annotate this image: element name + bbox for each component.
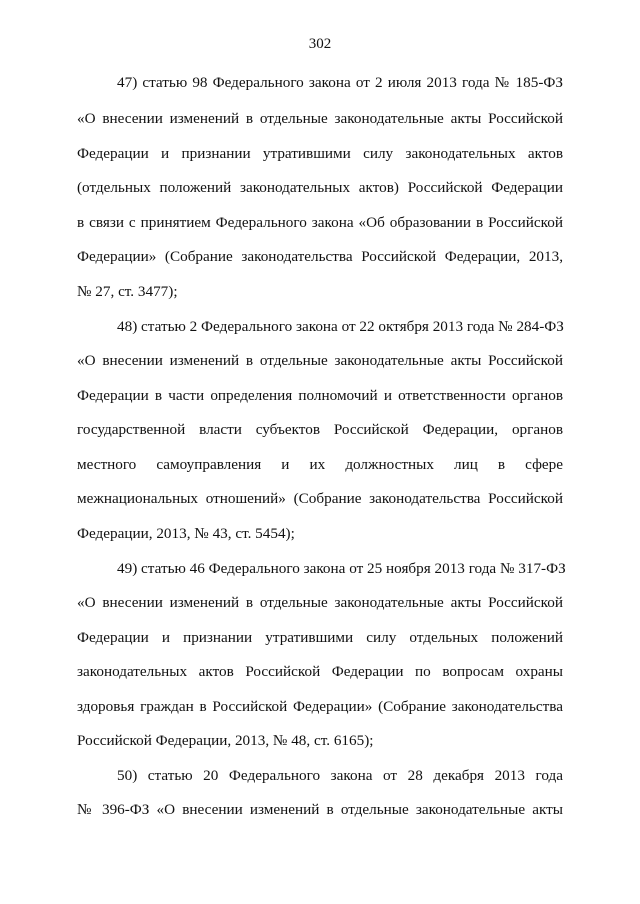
paragraph-47-line-1: 47) статью 98 Федерального закона от 2 июля 2013 года № 185-ФЗ <box>117 74 563 91</box>
paragraph-48-line-7: Федерации, 2013, № 43, ст. 5454); <box>77 525 295 542</box>
paragraph-48-line-3: Федерации в части определения полномочий и ответственности органов <box>77 387 563 404</box>
paragraph-49-line-1: 49) статью 46 Федерального закона от 25 ноября 2013 года № 317-ФЗ <box>117 560 566 577</box>
paragraph-50-line-2: № 396-ФЗ «О внесении изменений в отдельные законодательные акты <box>77 801 563 818</box>
paragraph-49-line-3: Федерации и признании утратившими силу отдельных положений <box>77 629 563 646</box>
paragraph-49-line-5: здоровья граждан в Российской Федерации» (Собрание законодательства <box>77 698 563 715</box>
paragraph-47-line-2: «О внесении изменений в отдельные законодательные акты Российской <box>77 110 563 127</box>
paragraph-48-line-4: государственной власти субъектов Российской Федерации, органов <box>77 421 563 438</box>
paragraph-48-line-6: межнациональных отношений» (Собрание законодательства Российской <box>77 490 563 507</box>
paragraph-49-line-4: законодательных актов Российской Федерации по вопросам охраны <box>77 663 563 680</box>
paragraph-48-line-1: 48) статью 2 Федерального закона от 22 октября 2013 года № 284-ФЗ <box>117 318 564 335</box>
page-number: 302 <box>308 36 332 52</box>
paragraph-48-line-2: «О внесении изменений в отдельные законодательные акты Российской <box>77 352 563 369</box>
paragraph-47-line-7: № 27, ст. 3477); <box>77 283 178 300</box>
paragraph-47-line-5: в связи с принятием Федерального закона «Об образовании в Российской <box>77 214 563 231</box>
paragraph-48-line-5: местного самоуправления и их должностных лиц в сфере <box>77 456 563 473</box>
paragraph-47-line-3: Федерации и признании утратившими силу законодательных актов <box>77 145 563 162</box>
paragraph-50-line-1: 50) статью 20 Федерального закона от 28 декабря 2013 года <box>117 767 563 784</box>
paragraph-47-line-4: (отдельных положений законодательных актов) Российской Федерации <box>77 179 563 196</box>
paragraph-49-line-6: Российской Федерации, 2013, № 48, ст. 6165); <box>77 732 374 749</box>
paragraph-47-line-6: Федерации» (Собрание законодательства Российской Федерации, 2013, <box>77 248 563 265</box>
paragraph-49-line-2: «О внесении изменений в отдельные законодательные акты Российской <box>77 594 563 611</box>
